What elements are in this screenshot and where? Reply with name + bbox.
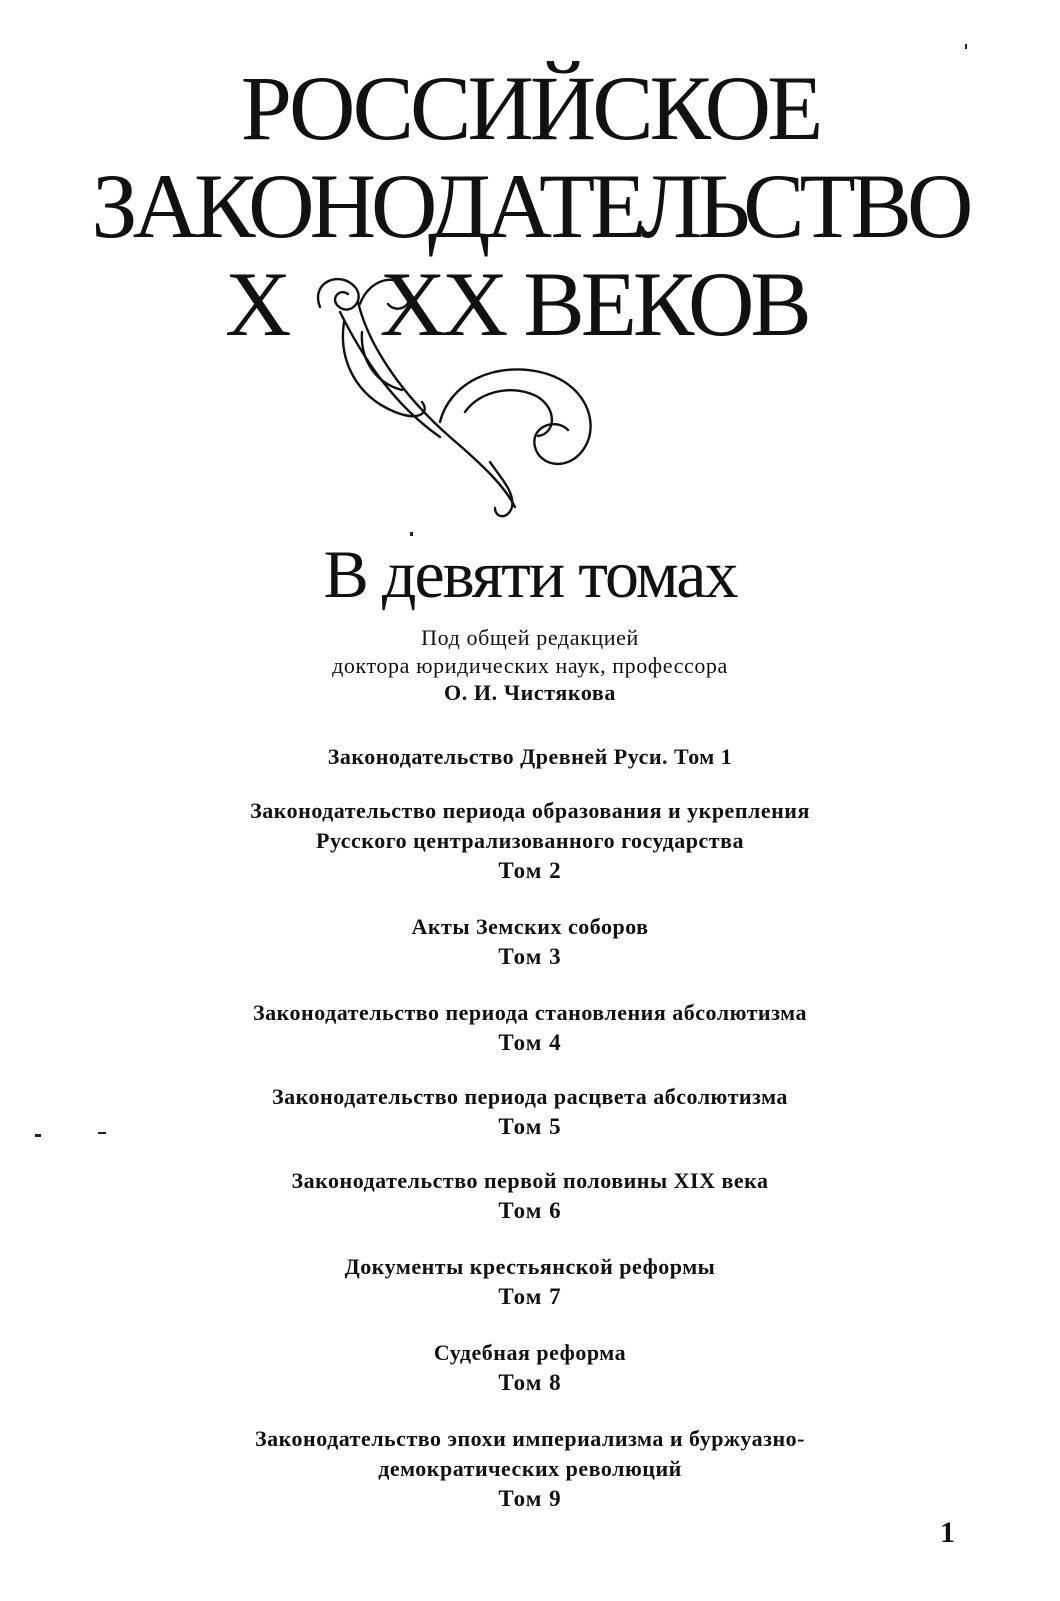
speck-mark xyxy=(410,532,413,536)
volume-7-title: Документы крестьянской реформы xyxy=(344,1254,716,1279)
volume-6-number: Том 6 xyxy=(498,1198,562,1223)
volume-4-title: Законодательство периода становления абсолютизма xyxy=(253,1000,807,1025)
editorial-line-1: Под общей редакцией xyxy=(421,625,639,650)
volume-8 xyxy=(0,1338,1060,1398)
volume-9-title-cont: демократических революций xyxy=(378,1456,682,1481)
volume-5-title: Законодательство периода расцвета абсолютизма xyxy=(272,1084,788,1109)
editorial-block xyxy=(0,624,1060,707)
volume-2 xyxy=(0,796,1060,886)
volume-9 xyxy=(0,1424,1060,1514)
volume-6-title: Законодательство первой половины XIX века xyxy=(291,1168,769,1193)
volume-4-number: Том 4 xyxy=(498,1030,562,1055)
series-title-line-2: ЗАКОНОДАТЕЛЬСТВО xyxy=(91,155,969,257)
volume-1 xyxy=(0,742,1060,772)
volume-3 xyxy=(0,912,1060,972)
series-title-x-left: X xyxy=(225,253,288,355)
volume-2-title-cont: Русского централизованного государства xyxy=(316,828,744,853)
volume-9-number: Том 9 xyxy=(498,1486,562,1511)
editorial-line-2: доктора юридических наук, профессора xyxy=(332,652,728,678)
volume-9-title: Законодательство эпохи империализма и буржуазно- xyxy=(255,1426,805,1451)
series-title-line-1: РОССИЙСКОЕ xyxy=(240,57,820,159)
volume-3-number: Том 3 xyxy=(498,944,562,969)
volume-5 xyxy=(0,1082,1060,1142)
volume-2-title: Законодательство периода образования и укрепления xyxy=(250,798,810,823)
editor-name: О. И. Чистякова xyxy=(444,680,616,705)
volume-8-title: Судебная реформа xyxy=(433,1340,627,1365)
volume-7-number: Том 7 xyxy=(498,1284,562,1309)
speck-mark xyxy=(98,1132,106,1134)
series-title-centuries: XX ВЕКОВ xyxy=(379,253,808,355)
ornamental-flourish-icon xyxy=(300,262,620,522)
volume-4 xyxy=(0,998,1060,1058)
speck-mark xyxy=(965,44,967,49)
volume-7 xyxy=(0,1252,1060,1312)
volume-3-title: Акты Земских соборов xyxy=(411,914,649,939)
page-mark: 1 xyxy=(940,1516,955,1549)
volume-6 xyxy=(0,1166,1060,1226)
speck-mark xyxy=(35,1134,41,1137)
volume-8-number: Том 8 xyxy=(498,1370,562,1395)
subtitle-nine-volumes: В девяти томах xyxy=(323,536,737,612)
volume-2-number: Том 2 xyxy=(498,858,562,883)
volume-5-number: Том 5 xyxy=(498,1114,562,1139)
volume-1-title: Законодательство Древней Руси. Том 1 xyxy=(327,744,733,769)
